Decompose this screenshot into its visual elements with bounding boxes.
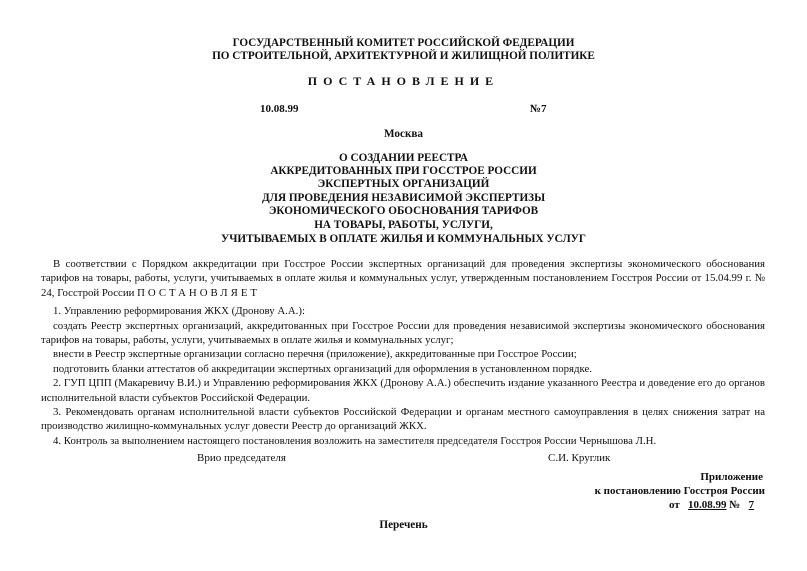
paragraph-2: 2. ГУП ЦПП (Макаревичу В.И.) и Управлению реформирования ЖКХ (Дронову А.А.) обеспечить издание указанного Реестра и доведение его до органов исполнительной власти субъектов Российской Федерации. (41, 377, 765, 404)
title-line: ДЛЯ ПРОВЕДЕНИЯ НЕЗАВИСИМОЙ ЭКСПЕРТИЗЫ (261, 192, 546, 204)
paragraph-1a: создать Реестр экспертных организаций, аккредитованных при Госстрое России для проведения независимой экспертизы экономического обоснования тарифов на товары, работы, услуги, учитываемых в оплате жилья и коммунальных услуг; (41, 319, 765, 347)
paragraph-1c: подготовить бланки аттестатов об аккредитации экспертных организаций для оформления в установленном порядке. (53, 362, 592, 375)
committee-name-line1: ГОСУДАРСТВЕННЫЙ КОМИТЕТ РОССИЙСКОЙ ФЕДЕРАЦИИ (232, 37, 575, 49)
signature-name: С.И. Круглик (548, 452, 611, 464)
document-body (41, 257, 765, 448)
intro-paragraph (41, 257, 765, 300)
title-line: НА ТОВАРЫ, РАБОТЫ, УСЛУГИ, (314, 219, 493, 231)
decree-word: ПОСТАНОВЛЯЕТ (137, 286, 261, 299)
appendix-number-sign: № (729, 499, 741, 511)
title-line: ЭКОНОМИЧЕСКОГО ОБОСНОВАНИЯ ТАРИФОВ (268, 205, 539, 217)
appendix-reference: к постановлению Госстроя России (594, 485, 765, 497)
paragraph-3: 3. Рекомендовать органам исполнительной власти субъектов Российской Федерации и органам местного самоуправления в целях снижения затрат на производство жилищно-коммунальных услуг довести Реестр до организаций ЖКХ. (41, 406, 765, 433)
appendix-from (669, 499, 754, 512)
paragraph-1: 1. Управлению реформирования ЖКХ (Дронову А.А.): (53, 305, 305, 318)
appendix-from-word: от (669, 499, 680, 511)
title-line: О СОЗДАНИИ РЕЕСТРА (339, 152, 468, 164)
title-line: АККРЕДИТОВАННЫХ ПРИ ГОССТРОЕ РОССИИ (270, 165, 537, 177)
document-number: №7 (530, 103, 547, 115)
document-type: ПОСТАНОВЛЕНИЕ (307, 74, 500, 88)
title-line: УЧИТЫВАЕМЫХ В ОПЛАТЕ ЖИЛЬЯ И КОММУНАЛЬНЫХ УСЛУГ (221, 233, 586, 245)
document-date: 10.08.99 (260, 103, 299, 115)
signature-position: Врио председателя (197, 452, 286, 464)
committee-name-line2: ПО СТРОИТЕЛЬНОЙ, АРХИТЕКТУРНОЙ И ЖИЛИЩНОЙ ПОЛИТИКЕ (212, 50, 595, 62)
paragraph-4: 4. Контроль за выполнением настоящего постановления возложить на заместителя председателя Госстроя России Чернышова Л.Н. (53, 434, 657, 447)
appendix-number: 7 (748, 499, 755, 511)
appendix-date: 10.08.99 (688, 499, 727, 511)
paragraph-1b: внести в Реестр экспертные организации согласно перечня (приложение), аккредитованные при Госстрое России; (53, 348, 577, 361)
list-title: Перечень (379, 519, 428, 531)
intro-text: В соответствии с Порядком аккредитации при Госстрое России экспертных организаций для проведения экспертизы экономического обоснования тарифов на товары, работы, услуги, учитываемых в оплате жилья и коммунальных услуг, утвержденным постановлением Госстроя России от 15.04.99 г. № 24, Госстрой России (41, 258, 765, 299)
title-line: ЭКСПЕРТНЫХ ОРГАНИЗАЦИЙ (317, 178, 490, 190)
document-city: Москва (383, 128, 424, 140)
appendix-label: Приложение (700, 471, 763, 483)
